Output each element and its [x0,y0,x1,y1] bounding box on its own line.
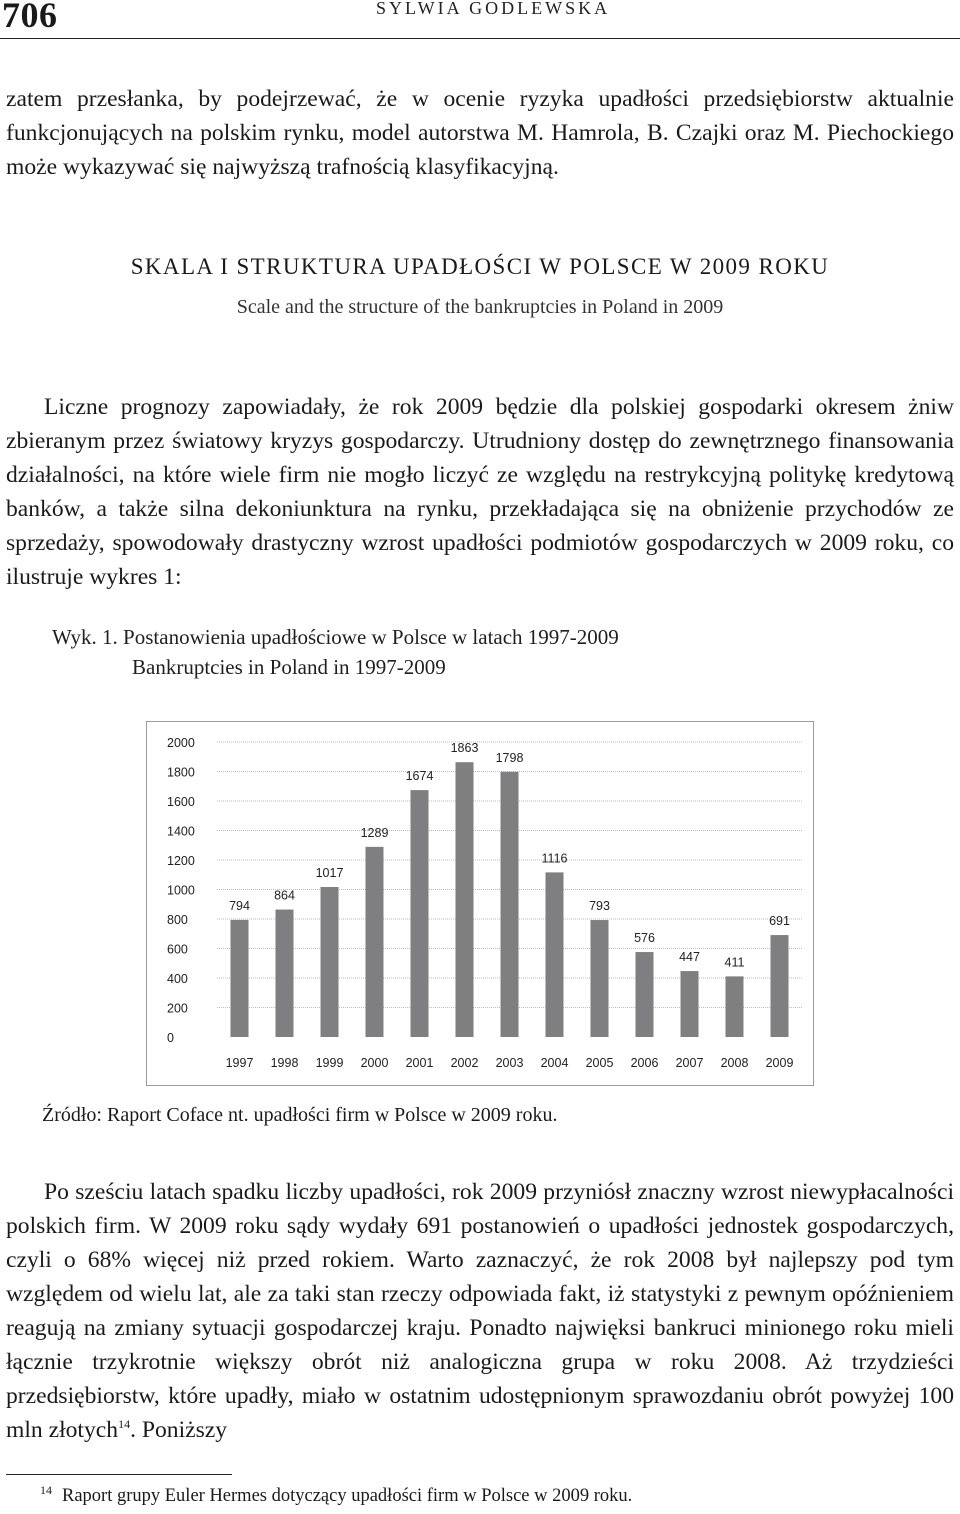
y-tick-label: 1800 [167,765,195,780]
bar-chart [147,722,813,1085]
y-tick-label: 1400 [167,824,195,839]
x-tick-label: 2006 [630,1056,659,1070]
bar [636,952,654,1037]
y-tick-label: 2000 [167,736,195,750]
paragraph-3-main: Po sześciu latach spadku liczby upadłości, rok 2009 przyniósł znaczny wzrost niewypłacalności polskich firm. W 2009 roku sądy wydały 691 postanowień o upadłości jednostek gospodarczych, czyli o 68% więcej niż przed rokiem. Warto zaznaczyć, że rok 2008 był najlepszy pod tym względem od wielu lat, ale za taki stan rzeczy odpowiada fakt, iż statystyki z pewnym opóźnieniem reagują na zmiany sytuacji gospodarczej kraju. Ponadto najwięksi bankruci minionego roku mieli łącznie trzykrotnie większy obrót niż analogiczna grupa w roku 2008. Aż trzydzieści przedsiębiorstw, które upadły, miało w ostatnim udostępnionym sprawozdaniu obrót powyżej 100 mln złotych [6,1179,954,1443]
paragraph-1: zatem przesłanka, by podejrzewać, że w ocenie ryzyka upadłości przedsiębiorstw aktualnie funkcjonujących na polskim rynku, model autorstwa M. Hamrola, B. Czajki oraz M. Piechockiego może wykazywać się najwyższą trafnością klasyfikacyjną. [6,86,954,180]
y-tick-label: 1200 [167,854,195,868]
section-title: SKALA I STRUKTURA UPADŁOŚCI W POLSCE W 2009 ROKU [130,254,830,279]
x-tick-label: 2007 [675,1056,704,1070]
data-label: 1289 [360,825,389,840]
bar [411,790,429,1037]
page-number: 706 [2,0,58,35]
footnote-rule [6,1474,232,1475]
bar [276,910,294,1037]
bar [366,847,384,1037]
figure-source: Źródło: Raport Coface nt. upadłości firm w Polsce w 2009 roku. [42,1104,558,1126]
data-label: 864 [274,888,295,903]
data-label: 1863 [450,741,479,756]
y-tick-label: 1600 [167,795,195,809]
bar [546,872,564,1037]
x-tick-label: 2000 [360,1056,389,1070]
data-label: 1116 [541,851,568,866]
x-tick-label: 1998 [270,1056,299,1070]
data-label: 411 [724,955,745,970]
data-label: 691 [769,914,790,929]
footnote [40,1482,633,1507]
x-tick-label: 2003 [495,1056,524,1070]
footnote-reference[interactable]: 14 [118,1417,131,1432]
footnote-text: Raport grupy Euler Hermes dotyczący upadłości firm w Polsce w 2009 roku. [62,1486,633,1506]
paragraph-2: Liczne prognozy zapowiadały, że rok 2009 będzie dla polskiej gospodarki okresem żniw zbieranym przez światowy kryzys gospodarczy. Utrudniony dostęp do zewnętrznego finansowania działalności, na które wiele firm nie mogło liczyć ze względu na restrykcyjną politykę kredytową banków, a także silna dekoniunktura na rynku, przekładająca się na obniżenie przychodów ze sprzedaży, spowodowały drastyczny wzrost upadłości podmiotów gospodarczych w 2009 roku, co ilustruje wykres 1: [6,394,954,590]
bar [456,762,474,1037]
bar [231,920,249,1037]
bar [591,920,609,1037]
bar [501,772,519,1037]
x-tick-label: 2001 [405,1056,434,1070]
x-tick-label: 2002 [450,1056,479,1070]
x-tick-label: 2005 [585,1056,614,1070]
figure-caption-en: Bankruptcies in Poland in 1997-2009 [132,655,446,679]
data-label: 1798 [495,750,524,765]
y-tick-label: 1000 [167,883,195,898]
data-label: 793 [589,899,610,914]
y-tick-label: 800 [167,913,188,927]
x-tick-label: 1999 [315,1056,344,1070]
bar [771,935,789,1037]
footnote-number: 14 [40,1482,52,1497]
data-label: 576 [634,931,655,946]
paragraph-3 [6,1175,954,1447]
bar [681,971,699,1037]
data-label: 1017 [315,865,344,880]
data-label: 794 [229,898,250,913]
paragraph-3-tail: . Poniższy [130,1417,228,1443]
figure-caption-pl: Wyk. 1. Postanowienia upadłościowe w Polsce w latach 1997-2009 [52,625,619,649]
data-label: 1674 [405,769,434,784]
x-tick-label: 2008 [720,1056,749,1070]
y-tick-label: 200 [167,1001,188,1016]
y-tick-label: 600 [167,942,188,957]
bar [321,887,339,1037]
section-subtitle: Scale and the structure of the bankruptcies in Poland in 2009 [236,296,724,318]
x-tick-label: 2004 [540,1056,569,1070]
chart-frame [146,721,814,1086]
header-rule [0,38,960,39]
x-tick-label: 1997 [225,1056,254,1070]
data-label: 447 [679,950,700,965]
running-head: SYLWIA GODLEWSKA [376,0,611,18]
y-tick-label: 0 [167,1031,174,1045]
bar [726,976,744,1037]
y-tick-label: 400 [167,972,188,986]
x-tick-label: 2009 [765,1056,794,1070]
figure-caption [52,622,619,682]
